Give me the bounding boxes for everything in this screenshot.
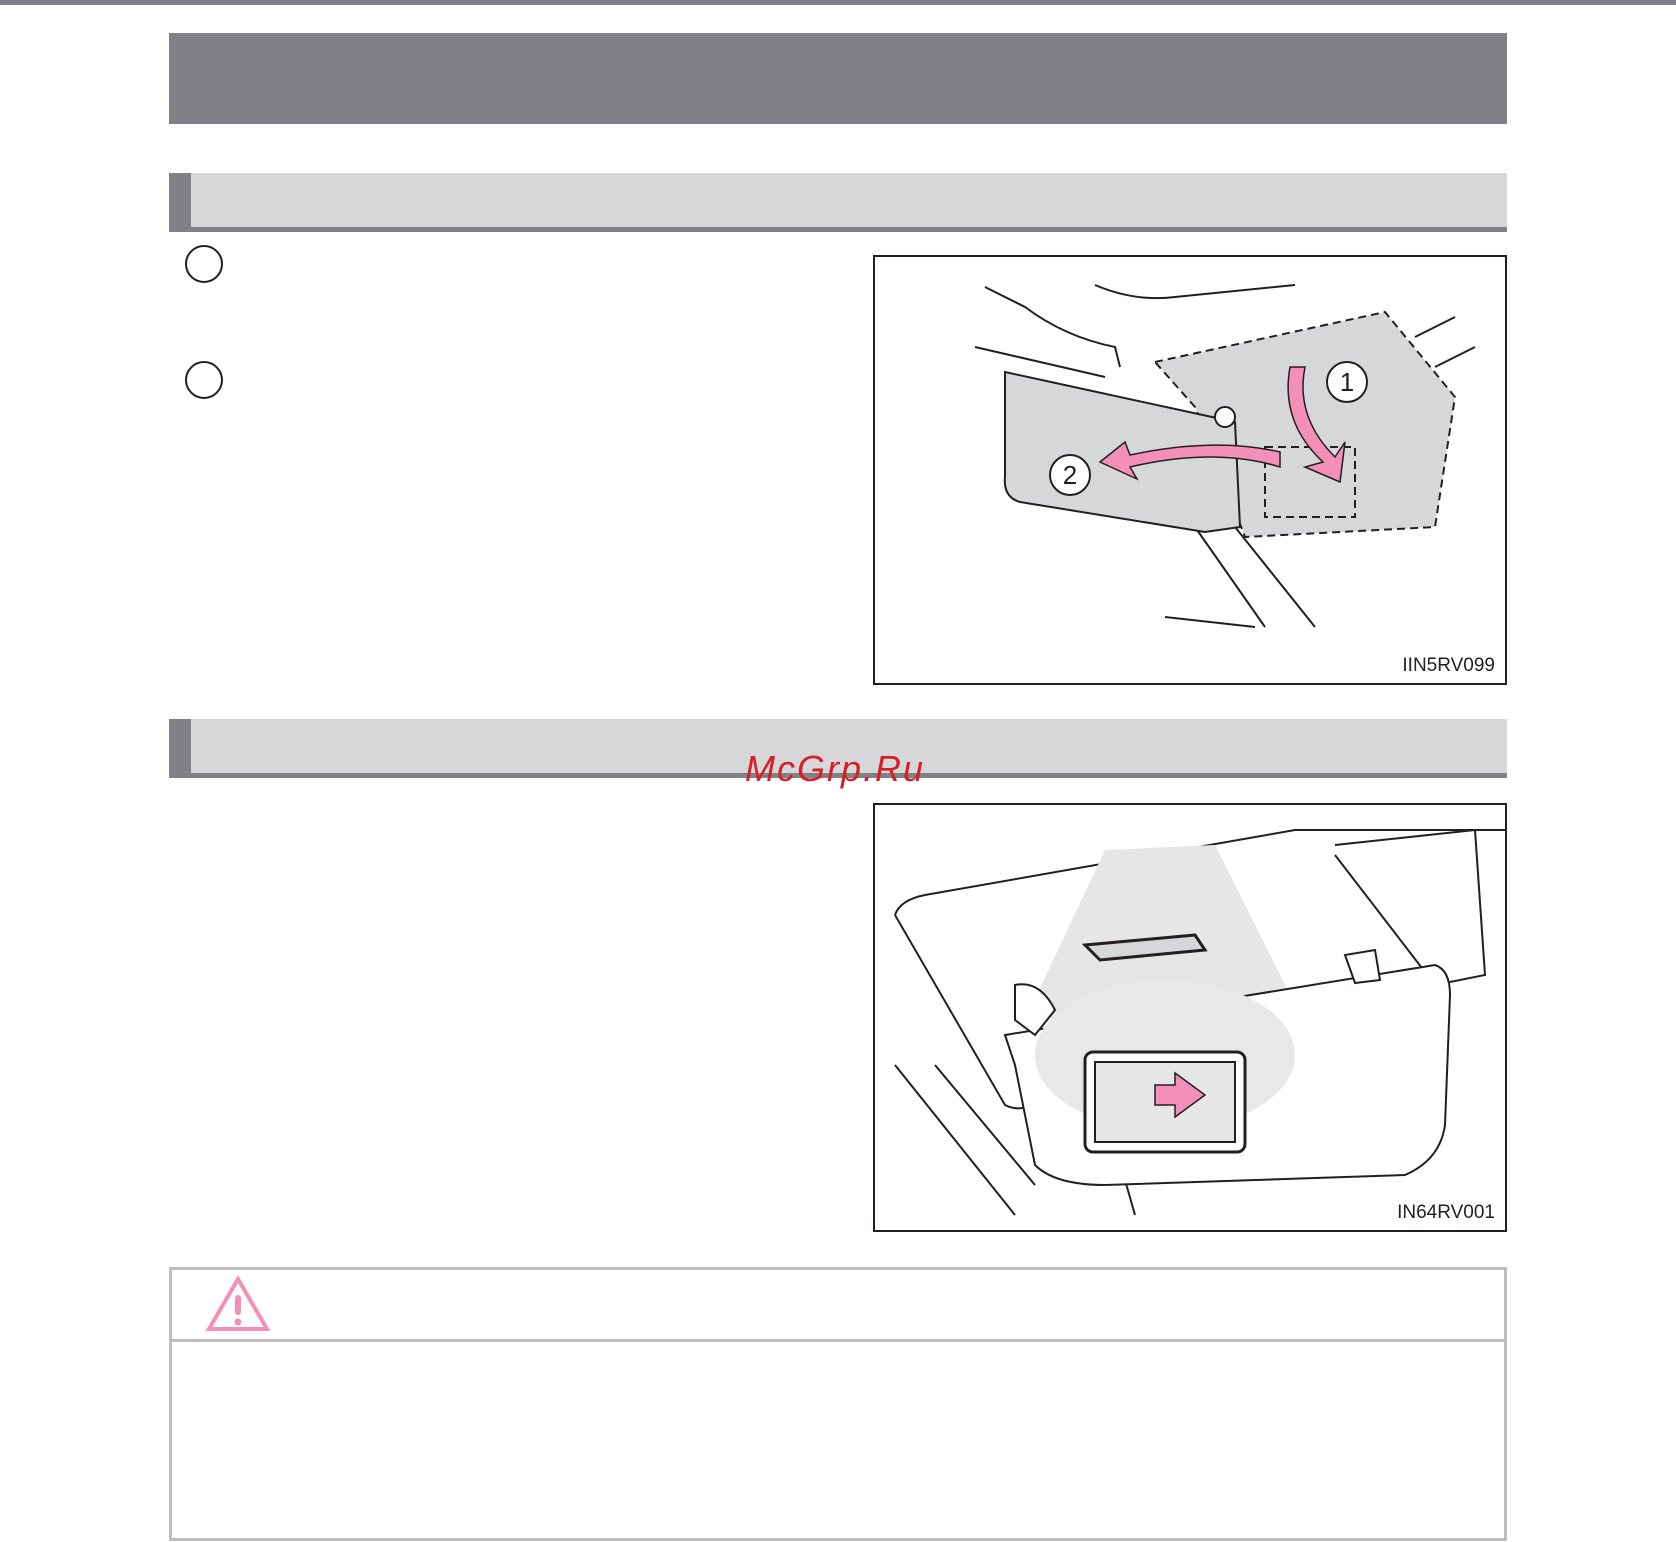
top-rule [0,0,1676,5]
figure-code: IIN5RV099 [1402,655,1495,676]
sun-visor-illustration-1 [875,257,1509,687]
callout-2: 2 [1062,460,1078,490]
page-header-bar [169,33,1507,124]
figure-code: IN64RV001 [1397,1202,1495,1223]
caution-box [169,1267,1507,1541]
figure-vanity-mirror [873,803,1507,1232]
section-heading-band-1 [169,173,1507,232]
step-circle-2 [185,361,223,399]
warning-icon [205,1275,271,1333]
step-circle-1 [185,245,223,283]
figure-sun-visor-swing [873,255,1507,685]
caution-divider [172,1339,1504,1342]
callout-1: 1 [1339,367,1355,397]
watermark: McGrp.Ru [745,748,926,789]
vanity-mirror-illustration [875,805,1509,1234]
